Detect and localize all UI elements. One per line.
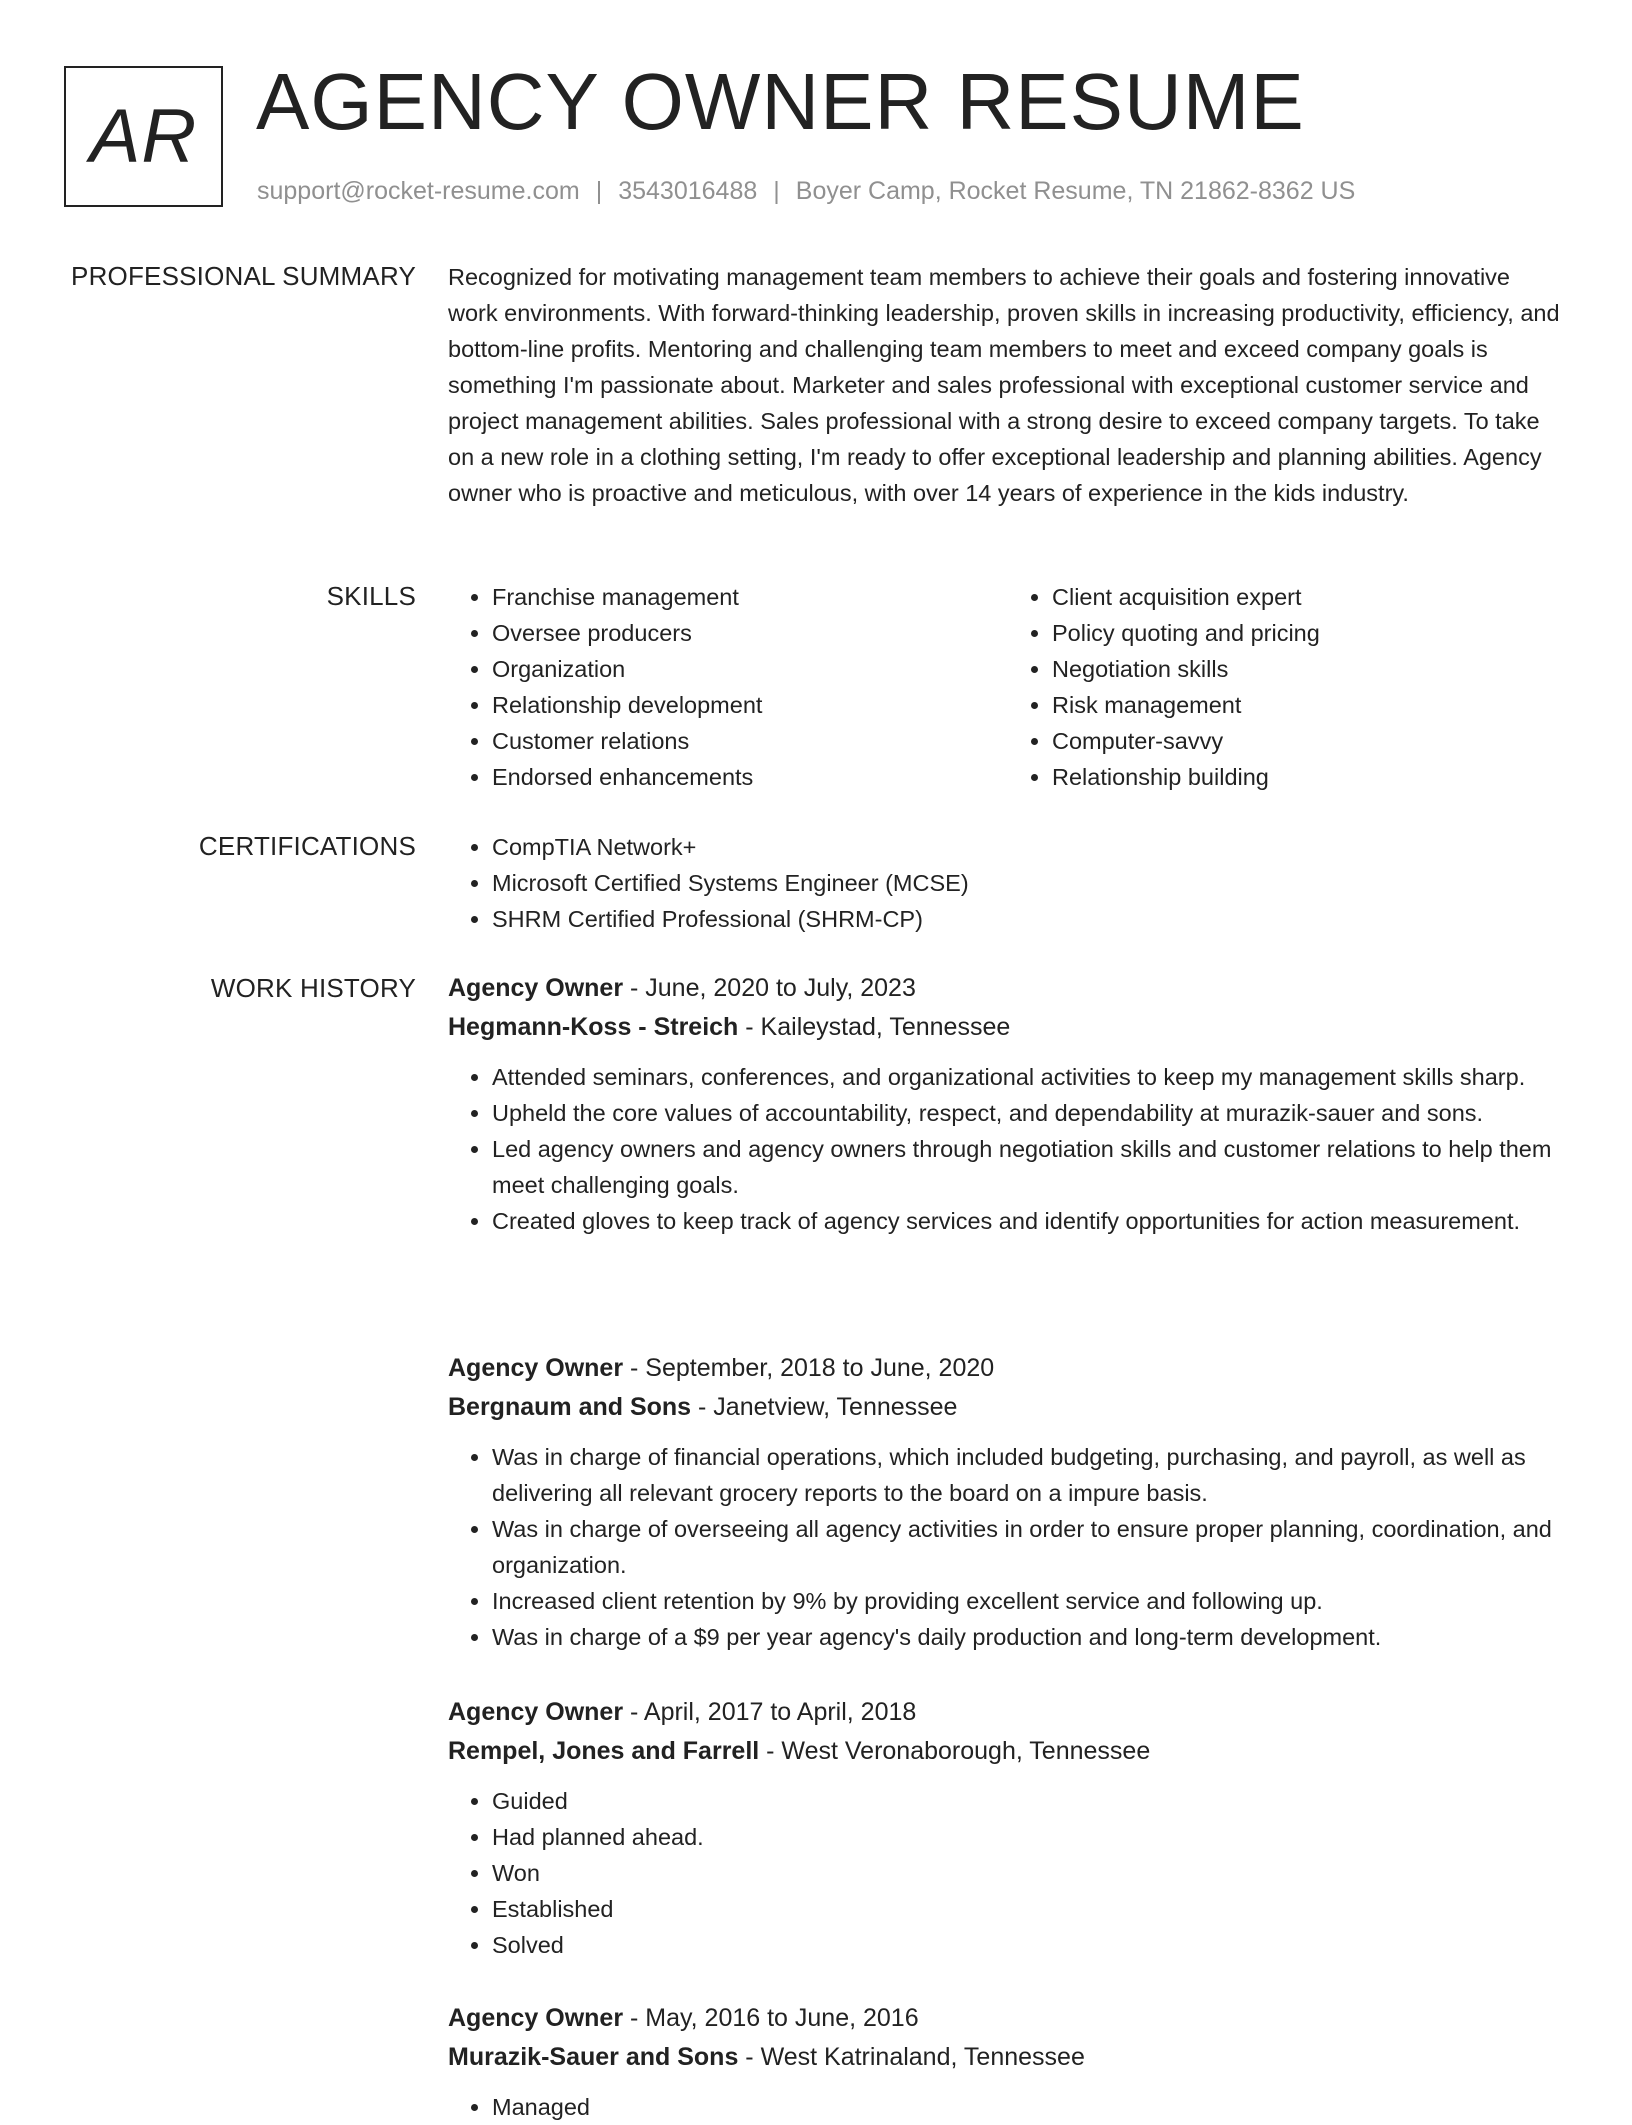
job-title-line [448,969,1568,1007]
job-dates: - September, 2018 to June, 2020 [623,1354,995,1382]
job-title-line [448,1999,1568,2037]
section-label-work-history: WORK HISTORY [210,973,416,1003]
job-title: Agency Owner [448,2004,624,2032]
job-title: Agency Owner [448,1698,624,1726]
skill-item: • Computer-savvy [1052,723,1568,759]
job-company: Bergnaum and Sons [448,1393,692,1421]
job-title: Agency Owner [448,974,624,1002]
certification-item: • Microsoft Certified Systems Engineer (MCSE) [492,865,1568,901]
job-bullets [448,2089,1568,2125]
job-bullet: • Led agency owners and agency owners through negotiation skills and customer relations to help them meet challenging goals. [492,1131,1568,1203]
job-entry [448,1999,1568,2125]
skill-item: • Oversee producers [492,615,1008,651]
job-bullet: • Had planned ahead. [492,1819,1568,1855]
job-bullet: • Was in charge of overseeing all agency activities in order to ensure proper planning, coordination, and organization. [492,1511,1568,1583]
job-dates: - May, 2016 to June, 2016 [623,2004,919,2032]
job-company-line [448,1731,1568,1771]
certifications-section [448,829,1568,937]
certification-item: • CompTIA Network+ [492,829,1568,865]
job-title-line [448,1349,1568,1387]
job-location: - West Katrinaland, Tennessee [738,2043,1085,2071]
skills-list-right [1008,579,1568,795]
skill-item: • Franchise management [492,579,1008,615]
job-bullet: • Solved [492,1927,1568,1963]
job-bullet: • Increased client retention by 9% by providing excellent service and following up. [492,1583,1568,1619]
job-title-line [448,1693,1568,1731]
contact-address: Boyer Camp, Rocket Resume, TN 21862-8362 US [795,177,1356,205]
skills-grid [448,579,1568,795]
job-company: Rempel, Jones and Farrell [448,1737,760,1765]
job-bullets [448,1783,1568,1963]
summary-section [448,259,1563,511]
skill-item: • Negotiation skills [1052,651,1568,687]
job-bullet: • Managed [492,2089,1568,2125]
job-entry [448,1349,1568,1655]
job-bullets [448,1439,1568,1655]
skill-item: • Relationship building [1052,759,1568,795]
contact-separator: | [595,177,603,205]
job-bullets [448,1059,1568,1239]
skill-item: • Customer relations [492,723,1008,759]
job-company-line [448,1007,1568,1047]
skill-item: • Policy quoting and pricing [1052,615,1568,651]
job-company-line [448,2037,1568,2077]
job-bullet: • Was in charge of a $9 per year agency's daily production and long-term development. [492,1619,1568,1655]
job-location: - Kaileystad, Tennessee [738,1013,1011,1041]
summary-text: Recognized for motivating management team members to achieve their goals and fostering innovative work environments. With forward-thinking leadership, proven skills in increasing productivity, efficiency, and bottom-line profits. Mentoring and challenging team members to meet and exceed company goals is something I'm passionate about. Marketer and sales professional with exceptional customer service and project management abilities. Sales professional with a strong desire to exceed company targets. To take on a new role in a clothing setting, I'm ready to offer exceptional leadership and planning abilities. Agency owner who is proactive and meticulous, with over 14 years of experience in the kids industry. [448,264,1560,506]
skill-item: • Client acquisition expert [1052,579,1568,615]
job-location: - West Veronaborough, Tennessee [759,1737,1151,1765]
contact-email[interactable]: support@rocket-resume.com [257,177,580,205]
job-bullet: • Guided [492,1783,1568,1819]
skills-list-left [448,579,1008,795]
resume-title: AGENCY OWNER RESUME [256,57,1305,146]
job-bullet: • Was in charge of financial operations, which included budgeting, purchasing, and payroll, as well as delivering all relevant grocery reports to the board on a impure basis. [492,1439,1568,1511]
skill-item: • Organization [492,651,1008,687]
job-company: Murazik-Sauer and Sons [448,2043,739,2071]
section-label-skills: SKILLS [326,581,416,611]
job-location: - Janetview, Tennessee [691,1393,958,1421]
skill-item: • Relationship development [492,687,1008,723]
job-entry [448,1693,1568,1963]
job-dates: - April, 2017 to April, 2018 [623,1698,917,1726]
contact-phone[interactable]: 3543016488 [618,177,758,205]
job-entry [448,969,1568,1239]
job-bullet: • Won [492,1855,1568,1891]
contact-line [257,175,1355,207]
job-company: Hegmann-Koss - Streich [448,1013,739,1041]
monogram-box [64,66,223,207]
section-label-summary: PROFESSIONAL SUMMARY [71,261,416,291]
section-label-certifications: CERTIFICATIONS [198,831,416,861]
monogram-initials: AR [89,94,198,179]
job-dates: - June, 2020 to July, 2023 [623,974,916,1002]
certifications-list [448,829,1568,937]
job-bullet: • Established [492,1891,1568,1927]
job-company-line [448,1387,1568,1427]
skills-section [448,579,1568,795]
contact-separator: | [773,177,780,205]
job-title: Agency Owner [448,1354,624,1382]
skill-item: • Endorsed enhancements [492,759,1008,795]
job-bullet: • Upheld the core values of accountability, respect, and dependability at murazik-sauer and sons. [492,1095,1568,1131]
certification-item: • SHRM Certified Professional (SHRM-CP) [492,901,1568,937]
job-bullet: • Attended seminars, conferences, and organizational activities to keep my management skills sharp. [492,1059,1568,1095]
skill-item: • Risk management [1052,687,1568,723]
job-bullet: • Created gloves to keep track of agency services and identify opportunities for action measurement. [492,1203,1568,1239]
